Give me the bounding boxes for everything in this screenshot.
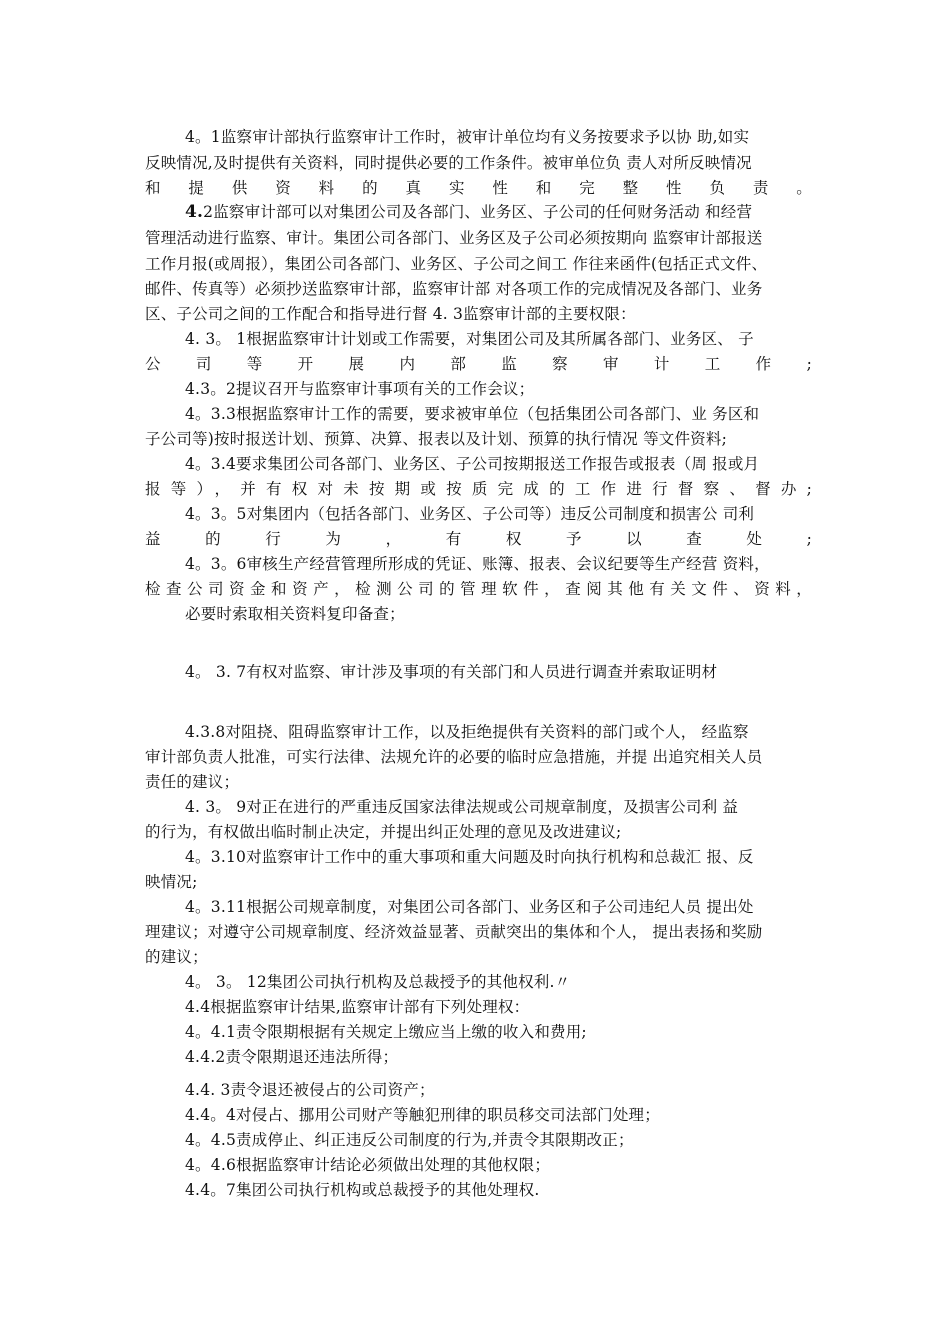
paragraph-line: 4。 3. 7有权对监察、审计涉及事项的有关部门和人员进行调查并索取证明材 xyxy=(185,663,718,681)
paragraph-line: 4。3.10对监察审计工作中的重大事项和重大问题及时向执行机构和总裁汇 报、反 xyxy=(185,848,754,866)
paragraph-line: 和提供资料的真实性和完整性负责。 xyxy=(145,179,813,197)
paragraph-line: 4.3。2提议召开与监察审计事项有关的工作会议； xyxy=(185,380,535,398)
paragraph-line: 4.4. 3责令退还被侵占的公司资产； xyxy=(185,1081,435,1099)
paragraph-line: 4. 3。 9对正在进行的严重违反国家法律法规或公司规章制度，及损害公司利 益 xyxy=(185,798,739,816)
paragraph-line: 4。4.1责令限期根据有关规定上缴应当上缴的收入和费用; xyxy=(185,1023,587,1041)
paragraph-line: 报等），并有权对未按期或按质完成的工作进行督察、督办; xyxy=(145,480,813,498)
paragraph-line: 4。3.3根据监察审计工作的需要，要求被审单位（包括集团公司各部门、业 务区和 xyxy=(185,405,760,423)
paragraph-line: 4。3.11根据公司规章制度，对集团公司各部门、业务区和子公司违纪人员 提出处 xyxy=(185,898,754,916)
paragraph-line: 理建议；对遵守公司规章制度、经济效益显著、贡献突出的集体和个人， 提出表扬和奖励 xyxy=(145,923,763,941)
paragraph-line: 责任的建议； xyxy=(145,773,240,791)
paragraph-line: 子公司等)按时报送计划、预算、决算、报表以及计划、预算的执行情况 等文件资料; xyxy=(145,430,727,448)
paragraph-line: 区、子公司之间的工作配合和指导进行督 4. 3监察审计部的主要权限： xyxy=(145,305,636,323)
paragraph-line: 4。3。6审核生产经营管理所形成的凭证、账簿、报表、会议纪要等生产经营 资料， xyxy=(185,555,770,573)
paragraph-line: 4。4.5责成停止、纠正违反公司制度的行为,并责令其限期改正； xyxy=(185,1131,634,1149)
paragraph-line: 益的行为，有权予以查处; xyxy=(145,530,813,548)
paragraph-line: 4.3.8对阻挠、阻碍监察审计工作，以及拒绝提供有关资料的部门或个人， 经监察 xyxy=(185,723,749,741)
paragraph-line: 4.4.2责令限期退还违法所得； xyxy=(185,1048,399,1066)
paragraph-line: 审计部负责人批准，可实行法律、法规允许的必要的临时应急措施，并提 出追究相关人员 xyxy=(145,748,763,766)
paragraph-line: 的行为，有权做出临时制止决定，并提出纠正处理的意见及改进建议; xyxy=(145,823,622,841)
paragraph-line: 4。4.6根据监察审计结论必须做出处理的其他权限； xyxy=(185,1156,551,1174)
paragraph-text: 2监察审计部可以对集团公司及各部门、业务区、子公司的任何财务活动 和经营 xyxy=(203,203,753,221)
paragraph-line: 管理活动进行监察、审计。集团公司各部门、业务区及子公司必须按期向 监察审计部报送 xyxy=(145,229,763,247)
paragraph-line: 4.4根据监察审计结果,监察审计部有下列处理权： xyxy=(185,998,530,1016)
paragraph-line: 反映情况,及时提供有关资料，同时提供必要的工作条件。被审单位负 责人对所反映情况 xyxy=(145,154,752,172)
paragraph-line: 4。1监察审计部执行监察审计工作时，被审计单位均有义务按要求予以协 助,如实 xyxy=(185,128,750,146)
paragraph-line: 工作月报(或周报），集团公司各部门、业务区、子公司之间工 作往来函件(包括正式文件、 xyxy=(145,255,768,273)
paragraph-line: 公司等开展内部监察审计工作; xyxy=(145,355,813,373)
paragraph-line xyxy=(185,200,813,224)
paragraph-line: 必要时索取相关资料复印备查； xyxy=(185,605,405,623)
paragraph-line: 4。 3。 12集团公司执行机构及总裁授予的其他权利.〃 xyxy=(185,973,571,991)
paragraph-line: 4。3。5对集团内（包括各部门、业务区、子公司等）违反公司制度和损害公 司利 xyxy=(185,505,755,523)
paragraph-line: 检查公司资金和资产，检测公司的管理软件，查阅其他有关文件、资料， xyxy=(145,580,813,598)
paragraph-line: 的建议； xyxy=(145,948,208,966)
paragraph-line: 4.4。7集团公司执行机构或总裁授予的其他处理权. xyxy=(185,1181,540,1199)
paragraph-line: 4.4。4对侵占、挪用公司财产等触犯刑律的职员移交司法部门处理； xyxy=(185,1106,660,1124)
paragraph-line: 映情况; xyxy=(145,873,198,891)
paragraph-line: 4。3.4要求集团公司各部门、业务区、子公司按期报送工作报告或报表（周 报或月 xyxy=(185,455,760,473)
section-number: 4. xyxy=(185,202,204,222)
paragraph-line: 4. 3。 1根据监察审计计划或工作需要，对集团公司及其所属各部门、业务区、 子 xyxy=(185,330,754,348)
paragraph-line: 邮件、传真等）必须抄送监察审计部，监察审计部 对各项工作的完成情况及各部门、业务 xyxy=(145,280,763,298)
